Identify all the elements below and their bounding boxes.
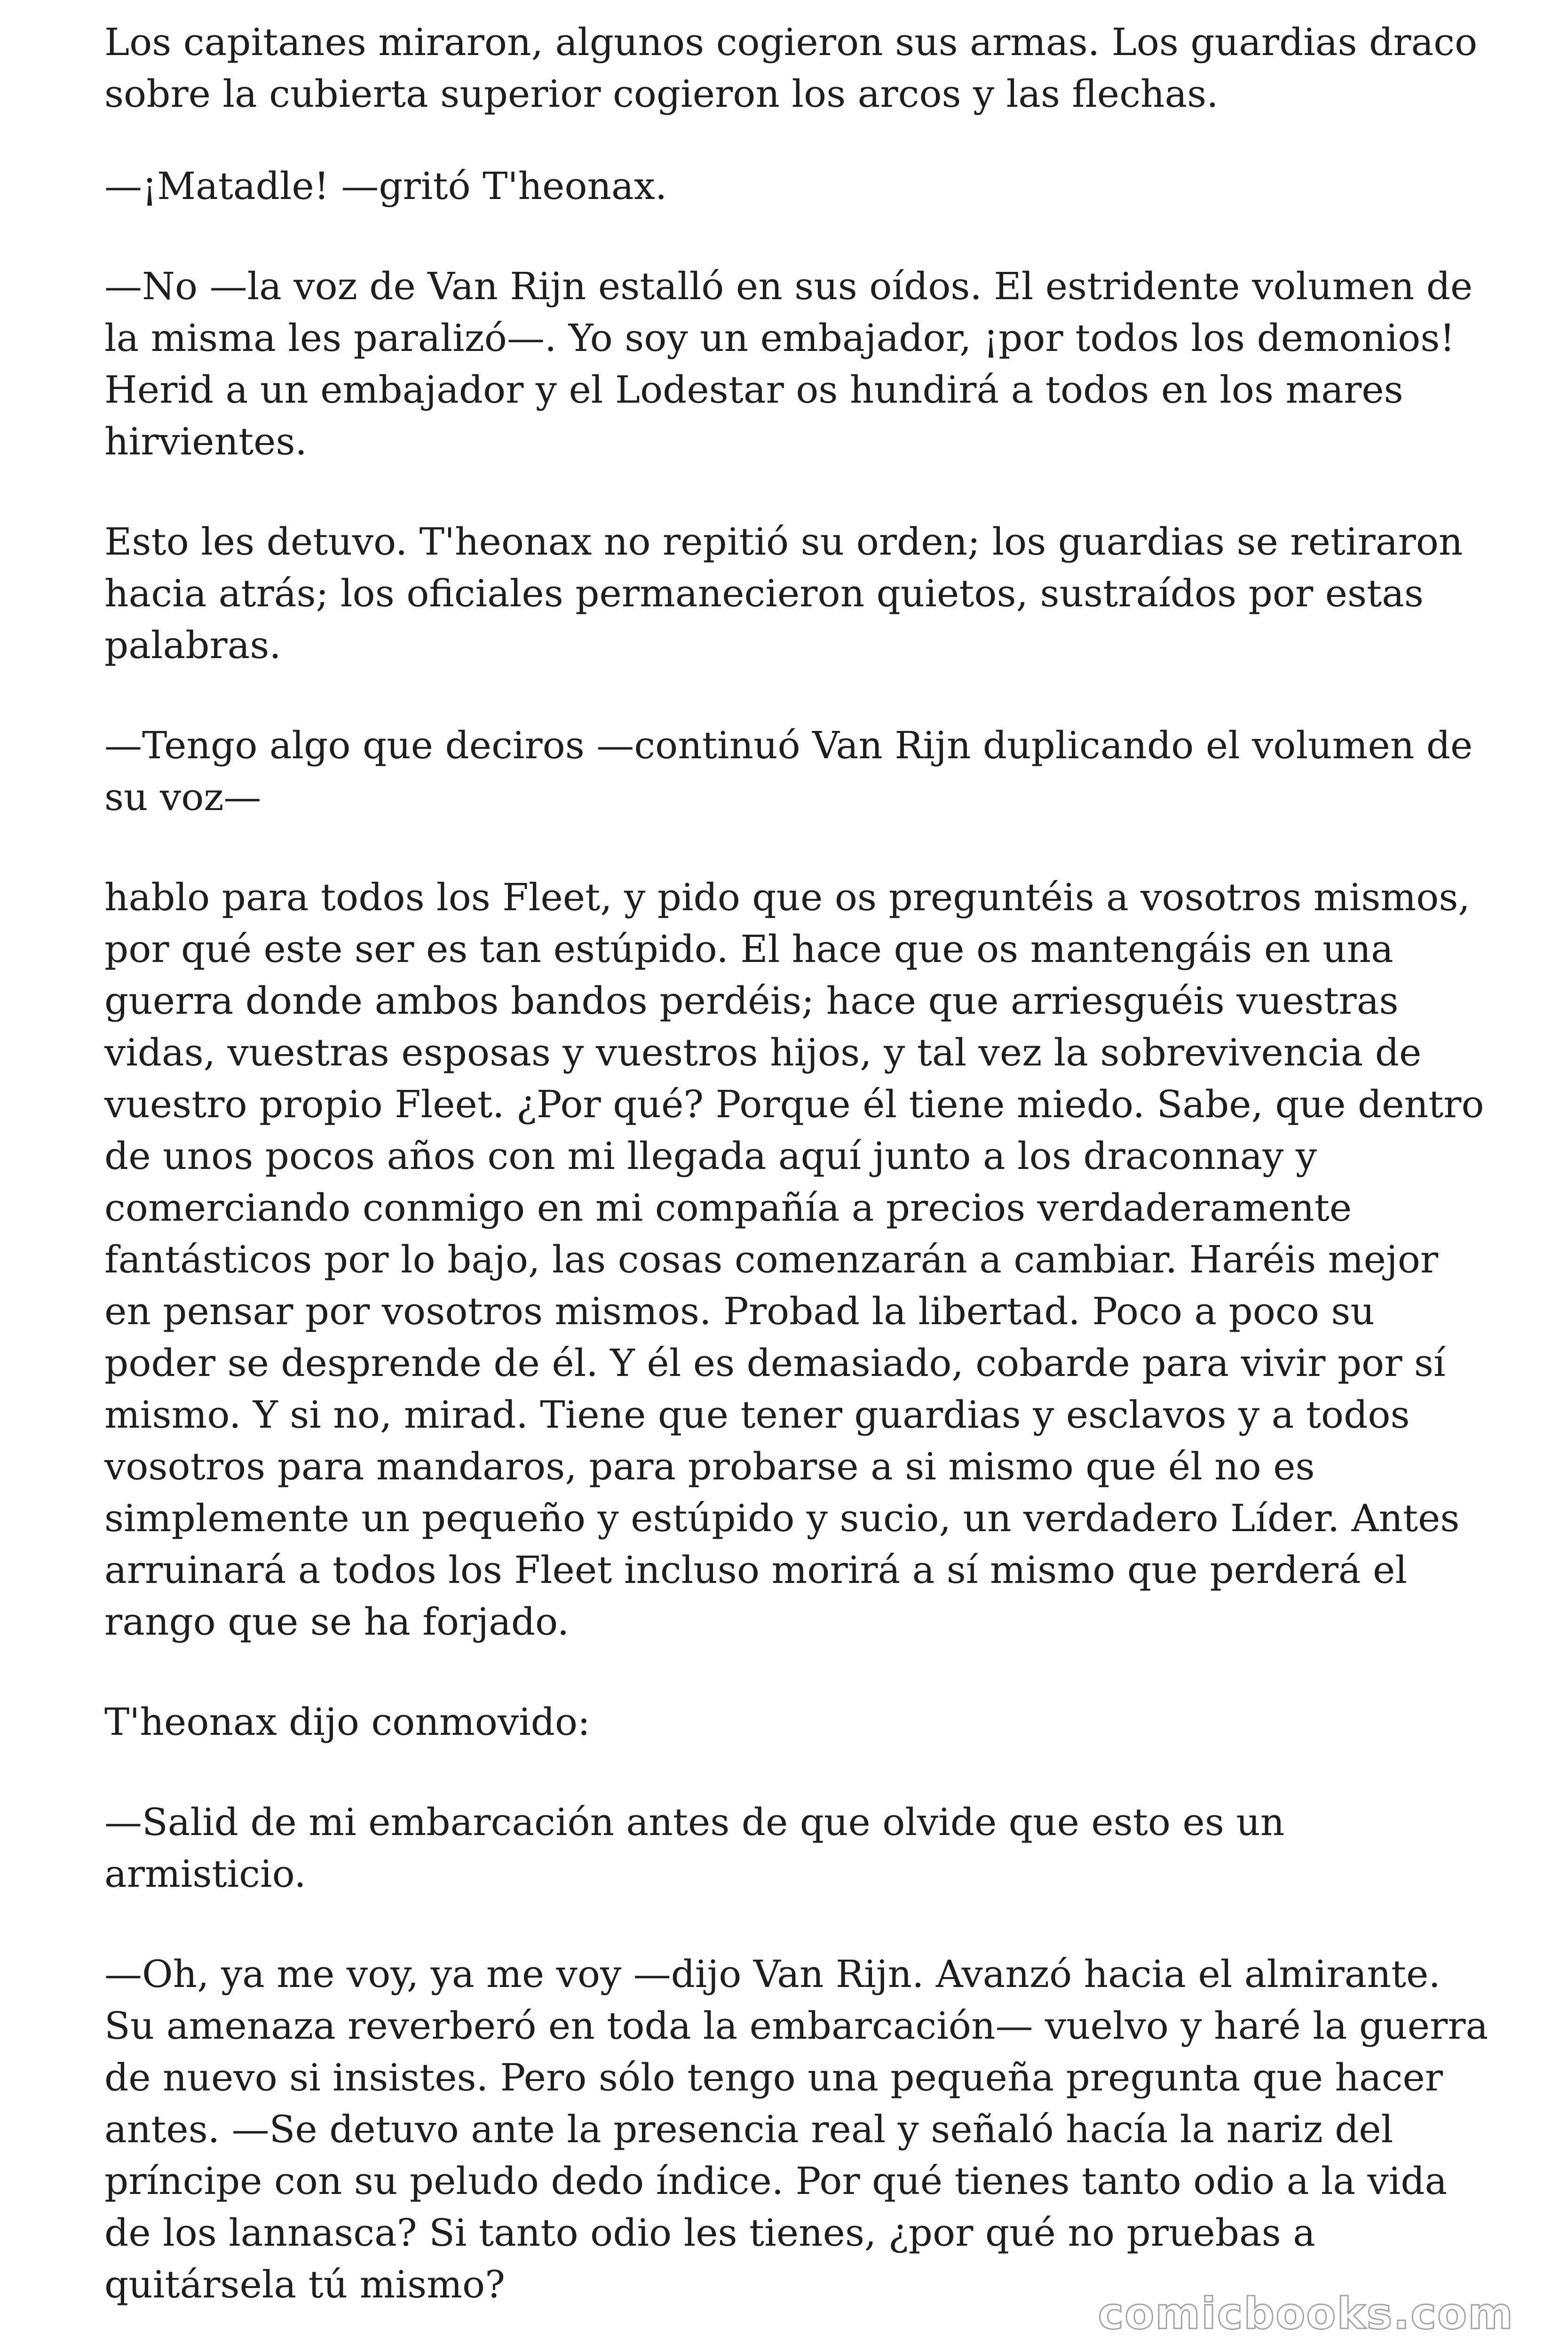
paragraph-9: —Oh, ya me voy, ya me voy —dijo Van Rijn. Avanzó hacia el almirante. Su amenaza reverberó en toda la embarcación— vuelvo y haré la guerra de nuevo si insistes. Pero sólo tengo una pequeña pregunta que hacer antes. —Se detuvo ante la presencia real y señaló hacía la nariz del príncipe con su peludo dedo índice. Por qué tienes tanto odio a la vida de los lannasca? Si tanto odio les tienes, ¿por qué no pruebas a quitársela tú mismo? [104,1952,1489,2306]
paragraph-5: —Tengo algo que deciros —continuó Van Rijn duplicando el volumen de su voz— [104,723,1473,819]
paragraph-7: T'heonax dijo conmovido: [104,1700,590,1744]
paragraph-3: —No —la voz de Van Rijn estalló en sus oídos. El estridente volumen de la misma les paralizó—. Yo soy un embajador, ¡por todos los demonios! Herid a un embajador y el Lodestar os hundirá a todos en los mares hirvientes. [104,264,1473,463]
document-page [104,16,1497,2352]
paragraph-4: Esto les detuvo. T'heonax no repitió su orden; los guardias se retiraron hacia atrás; los oficiales permanecieron quietos, sustraídos por estas palabras. [104,520,1463,667]
paragraph-2: —¡Matadle! —gritó T'heonax. [104,164,667,208]
paragraph-6: hablo para todos los Fleet, y pido que os preguntéis a vosotros mismos, por qué este ser es tan estúpido. El hace que os mantengáis en una guerra donde ambos bandos perdéis; hace que arriesguéis vuestras vidas, vuestras esposas y vuestros hijos, y tal vez la sobrevivencia de vuestro propio Fleet. ¿Por qué? Porque él tiene miedo. Sabe, que dentro de unos pocos años con mi llegada aquí junto a los draconnay y comerciando conmigo en mi compañía a precios verdaderamente fantásticos por lo bajo, las cosas comenzarán a cambiar. Haréis mejor en pensar por vosotros mismos. Probad la libertad. Poco a poco su poder se desprende de él. Y él es demasiado, cobarde para vivir por sí mismo. Y si no, mirad. Tiene que tener guardias y esclavos y a todos vosotros para mandaros, para probarse a si mismo que él no es simplemente un pequeño y estúpido y sucio, un verdadero Líder. Antes arruinará a todos los Fleet incluso morirá a sí mismo que perderá el rango que se ha forjado. [104,875,1484,1644]
paragraph-1: Los capitanes miraron, algunos cogieron sus armas. Los guardias draco sobre la cubierta superior cogieron los arcos y las flechas. [104,20,1478,116]
watermark: comicbooks.com [1098,2288,1514,2339]
paragraph-8: —Salid de mi embarcación antes de que olvide que esto es un armisticio. [104,1800,1285,1896]
